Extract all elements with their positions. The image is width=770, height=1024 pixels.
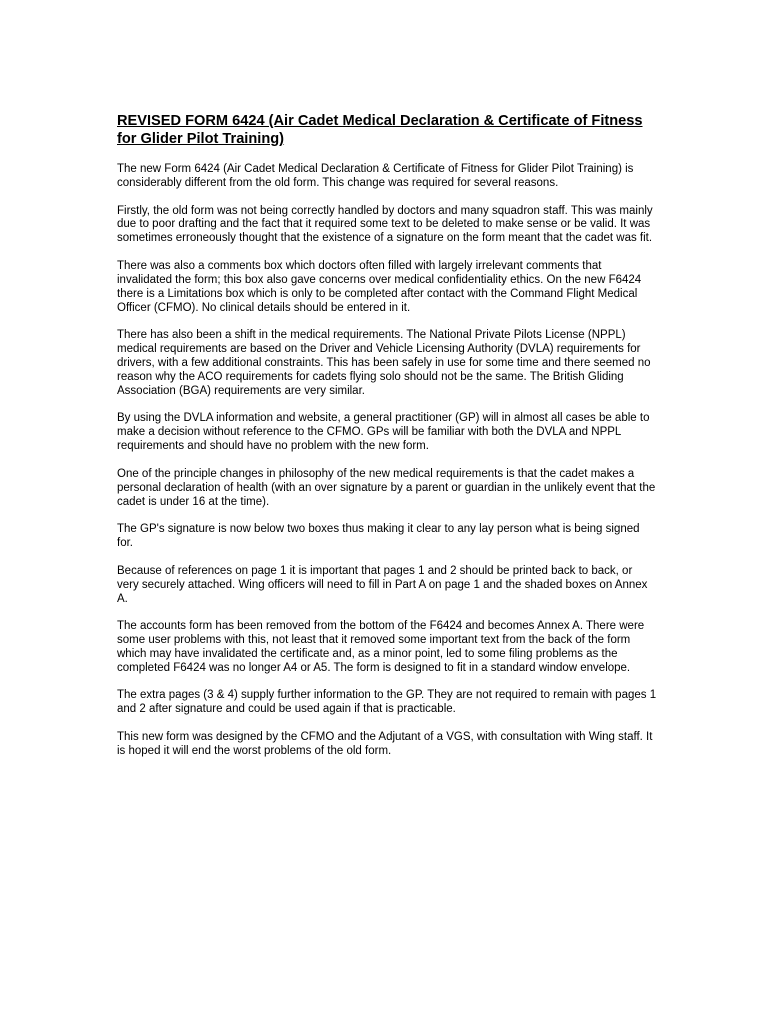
paragraph-page-references: Because of references on page 1 it is important that pages 1 and 2 should be printed back to back, or very securely attached. Wing officers will need to fill in Part A on page 1 and the shaded boxes on Annex A. xyxy=(117,564,648,605)
paragraph-extra-pages: The extra pages (3 & 4) supply further information to the GP. They are not required to remain with pages 1 and 2 after signature and could be used again if that is practicable. xyxy=(117,689,657,716)
paragraph-comments-box: There was also a comments box which doctors often filled with largely irrelevant comments that invalidated the form; this box also gave concerns over medical confidentiality ethics. On the new F6424 there is a Limitations box which is only to be completed after contact with the Command Flight Medical Officer (CFMO). No clinical details should be entered in it. xyxy=(117,259,642,314)
paragraph-closing: This new form was designed by the CFMO and the Adjutant of a VGS, with consultation with Wing staff. It is hoped it will end the worst problems of the old form. xyxy=(117,730,653,757)
paragraph-gp-signature: The GP's signature is now below two boxes thus making it clear to any lay person what is being signed for. xyxy=(117,523,640,550)
paragraph-medical-requirements: There has also been a shift in the medical requirements. The National Private Pilots License (NPPL) medical requirements are based on the Driver and Vehicle Licensing Authority (DVLA) requirements for drivers, with a few additional constraints. This has been safely in use for some time and there seemed no reason why the ACO requirements for cadets flying solo should not be the same. The British Gliding Association (BGA) requirements are very similar. xyxy=(117,329,651,397)
paragraph-accounts-form: The accounts form has been removed from the bottom of the F6424 and becomes Annex A. There were some user problems with this, not least that it removed some important text from the back of the form which may have invalidated the certificate and, as a minor point, led to some filing problems as the completed F6424 was no longer A4 or A5. The form is designed to fit in a standard window envelope. xyxy=(117,620,645,674)
paragraph-intro: The new Form 6424 (Air Cadet Medical Declaration & Certificate of Fitness for Glider Pilot Training) is considerably different from the old form. This change was required for several reasons. xyxy=(117,163,634,189)
paragraph-dvla-info: By using the DVLA information and website, a general practitioner (GP) will in almost all cases be able to make a decision without reference to the CFMO. GPs will be familiar with both the DVLA and NPPL requirements and should have no problem with the new form. xyxy=(117,412,650,453)
document-page xyxy=(117,112,657,772)
paragraph-old-form-handling: Firstly, the old form was not being correctly handled by doctors and many squadron staff. This was mainly due to poor drafting and the fact that it required some text to be deleted to make sense or be valid. It was sometimes erroneously thought that the existence of a signature on the form meant that the cadet was fit. xyxy=(117,204,653,245)
paragraph-philosophy: One of the principle changes in philosophy of the new medical requirements is that the cadet makes a personal declaration of health (with an over signature by a parent or guardian in the unlikely event that the cadet is under 16 at the time). xyxy=(117,467,656,508)
document-title: REVISED FORM 6424 (Air Cadet Medical Declaration & Certificate of Fitness for Glider Pilot Training) xyxy=(117,113,643,147)
